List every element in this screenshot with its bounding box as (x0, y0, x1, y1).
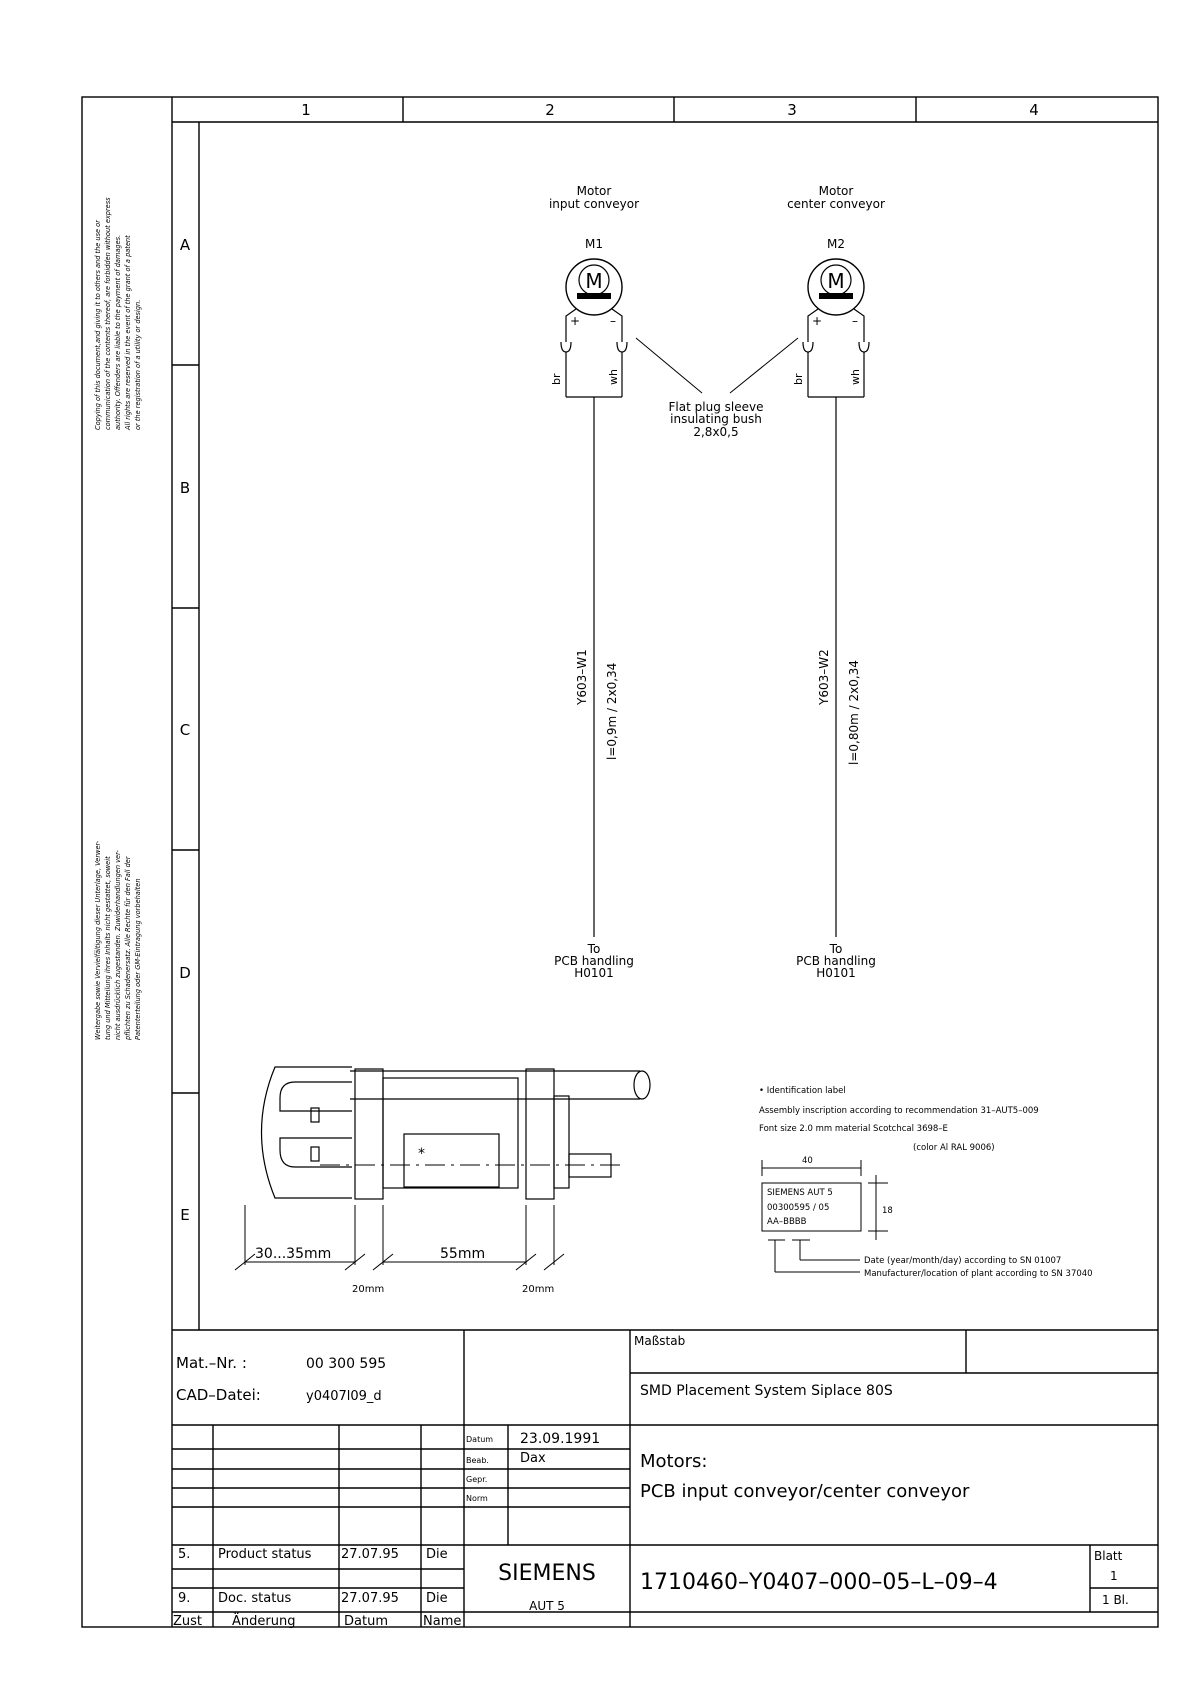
svg-text:Norm: Norm (466, 1494, 488, 1503)
motor-m2 (787, 184, 885, 980)
svg-text:Änderung: Änderung (232, 1614, 296, 1629)
svg-text:(color Al RAL 9006): (color Al RAL 9006) (913, 1143, 995, 1153)
svg-text:br: br (550, 373, 563, 385)
svg-text:40: 40 (802, 1156, 813, 1166)
svg-text:00 300 595: 00 300 595 (306, 1356, 387, 1372)
svg-text:Weitergabe sowie Vervielfältig: Weitergabe sowie Vervielfältigung dieser Unterlage, Verwer- (94, 840, 102, 1040)
svg-text:Y603–W2: Y603–W2 (817, 649, 831, 705)
svg-text:AUT 5: AUT 5 (529, 1599, 565, 1613)
svg-text:23.09.1991: 23.09.1991 (520, 1431, 601, 1447)
svg-text:Patenterteilung oder GM-Eintra: Patenterteilung oder GM-Eintragung vorbehalten (134, 878, 142, 1040)
svg-text:Product status: Product status (218, 1547, 312, 1562)
svg-text:Gepr.: Gepr. (466, 1475, 488, 1484)
svg-text:CAD–Datei:: CAD–Datei: (176, 1386, 261, 1404)
dimension-20-right: 20mm (522, 1284, 555, 1295)
column-label-1: 1 (301, 101, 311, 119)
svg-text:wh: wh (849, 369, 862, 385)
row-label-d: D (179, 964, 191, 982)
svg-text:27.07.95: 27.07.95 (341, 1591, 399, 1606)
dimension-20-left: 20mm (352, 1284, 385, 1295)
row-label-a: A (179, 236, 191, 254)
svg-text:Date (year/month/day) accordin: Date (year/month/day) according to SN 01007 (864, 1256, 1062, 1266)
dimension-30-35: 30...35mm (255, 1246, 332, 1262)
svg-text:2,8x0,5: 2,8x0,5 (693, 425, 739, 439)
svg-text:authority. Offenders are liabl: authority. Offenders are liable to the payment of damages. (114, 234, 122, 430)
svg-text:input conveyor: input conveyor (548, 197, 640, 211)
svg-text:tung und Mitteilung ihres Inha: tung und Mitteilung ihres Inhalts nicht gestattet, soweit (104, 856, 112, 1040)
svg-text:AA–BBBB: AA–BBBB (767, 1217, 807, 1227)
svg-text:Name: Name (423, 1614, 462, 1629)
svg-text:–: – (610, 314, 616, 328)
svg-text:l=0,9m / 2x0,34: l=0,9m / 2x0,34 (605, 662, 619, 760)
svg-text:1 Bl.: 1 Bl. (1102, 1593, 1129, 1607)
svg-text:Blatt: Blatt (1094, 1549, 1123, 1563)
svg-text:Datum: Datum (344, 1614, 388, 1629)
svg-text:Copying of this document,and g: Copying of this document,and giving it to others and the use or (94, 220, 102, 430)
column-label-2: 2 (545, 101, 555, 119)
svg-text:9.: 9. (178, 1591, 191, 1606)
svg-text:Motor: Motor (576, 184, 612, 198)
svg-text:PCB handling: PCB handling (796, 954, 876, 968)
svg-text:PCB input conveyor/center c: PCB input conveyor/center conveyor (640, 1481, 970, 1502)
motor-m1 (549, 184, 639, 980)
siemens-logo: SIEMENS (498, 1561, 596, 1586)
svg-text:+: + (812, 314, 823, 328)
svg-text:Dax: Dax (520, 1451, 546, 1466)
title-block (173, 1334, 1129, 1629)
svg-text:To: To (829, 942, 843, 956)
column-label-3: 3 (787, 101, 797, 119)
svg-text:pflichten zu Schadenersatz. Al: pflichten zu Schadenersatz. Alle Rechte für den Fall der (124, 856, 132, 1040)
svg-text:Assembly inscription according: Assembly inscription according to recommendation 31–AUT5–009 (759, 1106, 1039, 1116)
svg-text:18: 18 (882, 1206, 893, 1216)
svg-text:M2: M2 (827, 237, 845, 251)
svg-text:Font size 2.0 mm material Sc: Font size 2.0 mm material Scotchcal 3698–E (759, 1124, 948, 1134)
svg-text:Flat plug sleeve: Flat plug sleeve (668, 400, 764, 414)
svg-text:+: + (570, 314, 581, 328)
svg-text:Doc. status: Doc. status (218, 1591, 292, 1606)
marker-asterisk: * (418, 1146, 425, 1162)
svg-text:PCB handling: PCB handling (554, 954, 634, 968)
svg-text:communication of the contents: communication of the contents thereof, are forbidden without express (104, 197, 112, 430)
column-label-4: 4 (1029, 101, 1039, 119)
svg-text:br: br (792, 373, 805, 385)
svg-text:center conveyor: center conveyor (787, 197, 885, 211)
svg-text:M: M (585, 269, 603, 293)
svg-text:y0407l09_d: y0407l09_d (306, 1389, 382, 1404)
copyright-german (94, 840, 142, 1041)
svg-text:Die: Die (426, 1591, 448, 1606)
svg-text:SMD Placement System Siplac: SMD Placement System Siplace 80S (640, 1383, 893, 1399)
svg-text:insulating bush: insulating bush (670, 412, 762, 426)
svg-text:nicht ausdrücklich zugestanden: nicht ausdrücklich zugestanden. Zuwiderhandlungen ver- (114, 850, 122, 1040)
svg-text:Die: Die (426, 1547, 448, 1562)
svg-text:Y603–W1: Y603–W1 (575, 649, 589, 705)
svg-text:Mat.–Nr. :: Mat.–Nr. : (176, 1354, 247, 1372)
svg-text:00300595 / 05: 00300595 / 05 (767, 1203, 830, 1213)
svg-text:l=0,80m / 2x0,34: l=0,80m / 2x0,34 (847, 660, 861, 765)
row-label-e: E (180, 1206, 190, 1224)
svg-text:27.07.95: 27.07.95 (341, 1547, 399, 1562)
svg-text:To: To (587, 942, 601, 956)
svg-text:or the registration of a utili: or the registration of a utility or design. (134, 299, 142, 430)
dimension-55: 55mm (440, 1246, 486, 1262)
svg-text:M: M (827, 269, 845, 293)
svg-text:Manufacturer/location of plant: Manufacturer/location of plant according to SN 37040 (864, 1269, 1093, 1279)
svg-text:SIEMENS AUT 5: SIEMENS AUT 5 (767, 1188, 833, 1198)
svg-text:Datum: Datum (466, 1435, 494, 1444)
row-label-c: C (179, 721, 191, 739)
copyright-english (94, 197, 142, 431)
svg-text:H0101: H0101 (574, 966, 614, 980)
motor-side-view (235, 1067, 650, 1270)
svg-text:1: 1 (1110, 1569, 1118, 1583)
svg-text:Maßstab: Maßstab (634, 1334, 686, 1348)
row-label-b: B (179, 479, 191, 497)
flat-plug-callout (636, 338, 798, 439)
svg-text:5.: 5. (178, 1547, 191, 1562)
svg-text:wh: wh (607, 369, 620, 385)
svg-text:Motors:: Motors: (640, 1451, 708, 1472)
svg-text:M1: M1 (585, 237, 603, 251)
svg-text:All rights are reserved in the: All rights are reserved in the event of the grant of a patent (124, 235, 132, 430)
svg-text:Zust: Zust (173, 1614, 203, 1629)
document-number: 1710460–Y0407–000–05–L–09–4 (640, 1570, 998, 1595)
svg-text:Motor: Motor (818, 184, 854, 198)
svg-text:Beab.: Beab. (466, 1456, 489, 1465)
svg-text:–: – (852, 314, 858, 328)
svg-text:H0101: H0101 (816, 966, 856, 980)
svg-text:• Identification label: • Identification label (759, 1086, 846, 1096)
